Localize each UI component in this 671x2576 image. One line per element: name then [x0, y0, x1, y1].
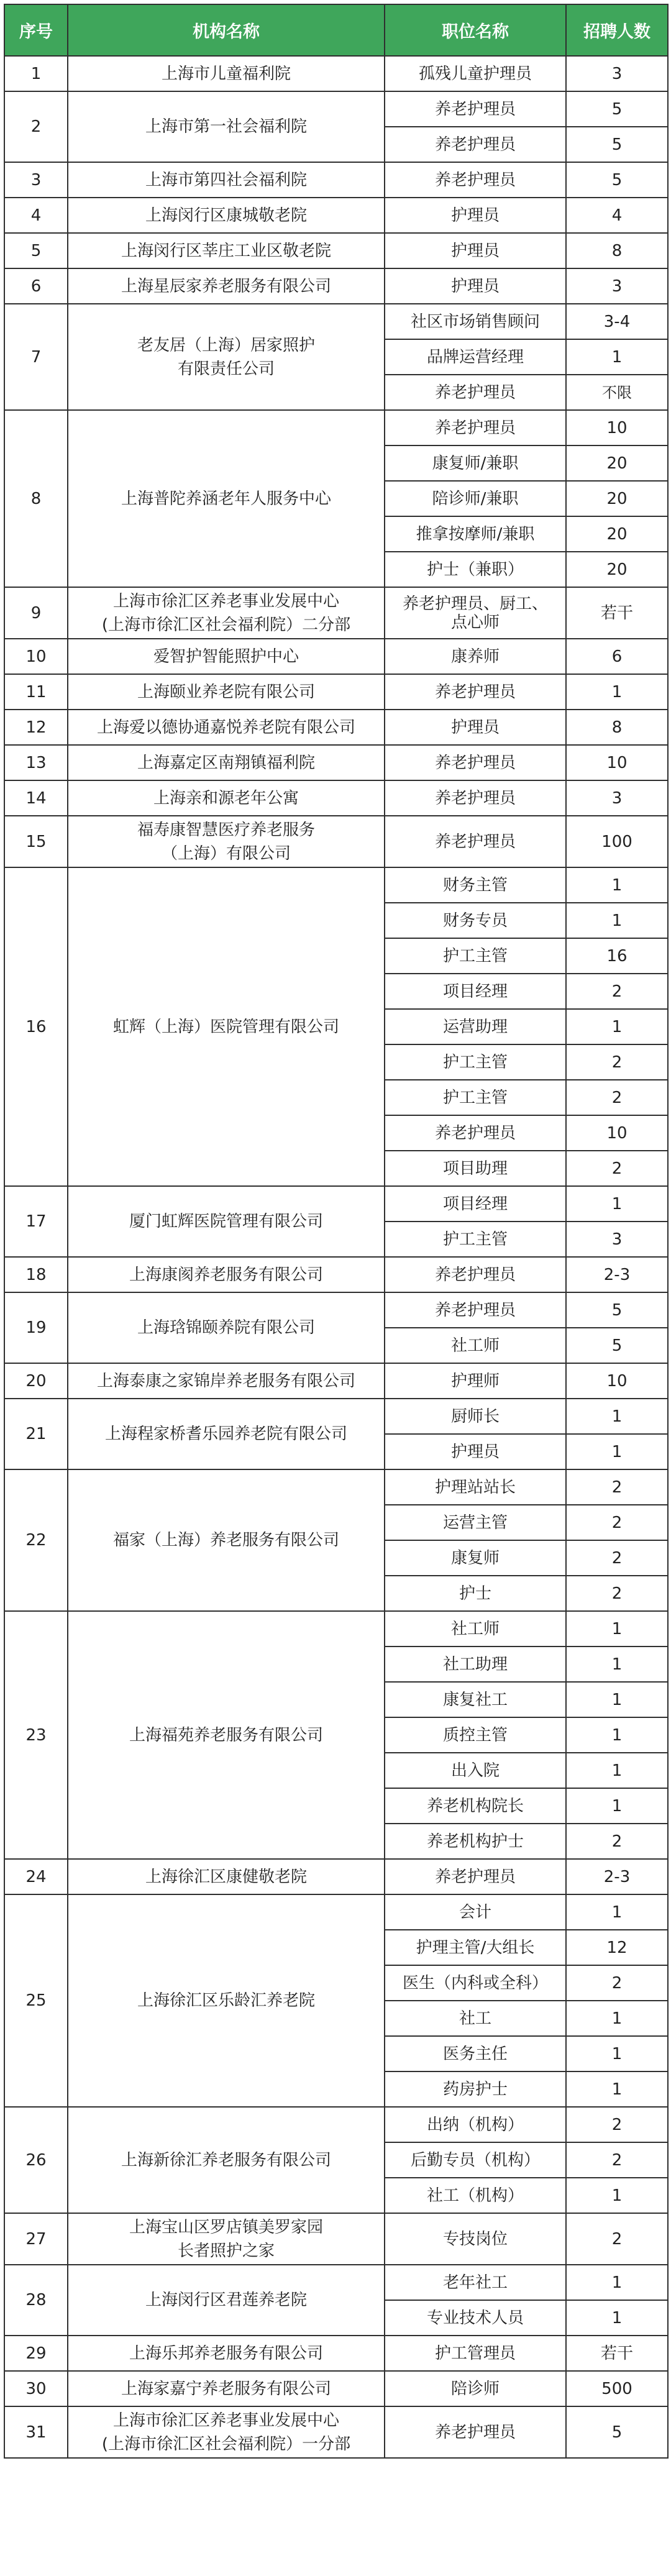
position-name: 养老护理员: [385, 1292, 566, 1328]
row-number: 16: [4, 867, 68, 1186]
hire-count: 1: [566, 903, 668, 938]
hire-count: 12: [566, 1930, 668, 1965]
org-name: 上海泰康之家锦岸养老服务有限公司: [68, 1363, 385, 1399]
table-row: [4, 1257, 668, 1292]
org-name: 爱智护智能照护中心: [68, 639, 385, 674]
org-name: 上海闵行区康城敬老院: [68, 198, 385, 233]
table-row: [4, 2107, 668, 2142]
position-name: 养老机构院长: [385, 1788, 566, 1824]
position-name: 社工师: [385, 1328, 566, 1363]
row-number: 3: [4, 162, 68, 198]
position-name: 专业技术人员: [385, 2300, 566, 2336]
position-name: 康复师: [385, 1540, 566, 1576]
org-name: 厦门虹辉医院管理有限公司: [68, 1186, 385, 1257]
position-name: 养老护理员: [385, 1115, 566, 1151]
table-row: [4, 1399, 668, 1434]
hire-count: 1: [566, 1788, 668, 1824]
org-name: 福寿康智慧医疗养老服务 （上海）有限公司: [68, 816, 385, 867]
hire-count: 5: [566, 91, 668, 127]
position-name: 运营主管: [385, 1505, 566, 1540]
position-name: 护工主管: [385, 1080, 566, 1115]
position-name: 财务专员: [385, 903, 566, 938]
position-name: 护工管理员: [385, 2336, 566, 2371]
hire-count: 2: [566, 974, 668, 1009]
org-name: 上海琀锦颐养院有限公司: [68, 1292, 385, 1363]
hire-count: 1: [566, 1753, 668, 1788]
hire-count: 5: [566, 127, 668, 162]
org-name: 虹辉（上海）医院管理有限公司: [68, 867, 385, 1186]
org-name: 上海市徐汇区养老事业发展中心 (上海市徐汇区社会福利院）一分部: [68, 2406, 385, 2458]
row-number: 19: [4, 1292, 68, 1363]
hire-count: 8: [566, 233, 668, 268]
org-name: 上海徐汇区乐龄汇养老院: [68, 1894, 385, 2107]
recruitment-table: [4, 4, 669, 2459]
table-row: [4, 1859, 668, 1894]
hire-count: 1: [566, 1647, 668, 1682]
row-number: 17: [4, 1186, 68, 1257]
row-number: 28: [4, 2265, 68, 2336]
row-number: 4: [4, 198, 68, 233]
position-name: 护士（兼职）: [385, 552, 566, 587]
position-name: 养老护理员: [385, 2406, 566, 2458]
hire-count: 20: [566, 445, 668, 481]
table-row: [4, 91, 668, 127]
org-name: 上海乐邦养老服务有限公司: [68, 2336, 385, 2371]
row-number: 1: [4, 56, 68, 91]
position-name: 出入院: [385, 1753, 566, 1788]
org-name: 上海嘉定区南翔镇福利院: [68, 745, 385, 780]
position-name: 康养师: [385, 639, 566, 674]
position-name: 护工主管: [385, 938, 566, 974]
hire-count: 3: [566, 268, 668, 304]
hire-count: 1: [566, 339, 668, 375]
position-name: 后勤专员（机构）: [385, 2142, 566, 2178]
hire-count: 500: [566, 2371, 668, 2406]
table-row: [4, 780, 668, 816]
org-name: 上海市徐汇区养老事业发展中心 (上海市徐汇区社会福利院）二分部: [68, 587, 385, 639]
hire-count: 2: [566, 1044, 668, 1080]
position-name: 护理员: [385, 268, 566, 304]
position-name: 养老护理员: [385, 745, 566, 780]
position-name: 质控主管: [385, 1717, 566, 1753]
position-name: 会计: [385, 1894, 566, 1930]
position-name: 护理师: [385, 1363, 566, 1399]
table-row: [4, 745, 668, 780]
table-row: [4, 2336, 668, 2371]
org-name: 上海徐汇区康健敬老院: [68, 1859, 385, 1894]
position-name: 养老机构护士: [385, 1824, 566, 1859]
row-number: 25: [4, 1894, 68, 2107]
table-row: [4, 410, 668, 445]
position-name: 护工主管: [385, 1222, 566, 1257]
position-name: 社工助理: [385, 1647, 566, 1682]
position-name: 社工师: [385, 1611, 566, 1647]
position-name: 孤残儿童护理员: [385, 56, 566, 91]
hire-count: 1: [566, 1717, 668, 1753]
position-name: 护理员: [385, 710, 566, 745]
table-row: [4, 1363, 668, 1399]
hire-count: 4: [566, 198, 668, 233]
hire-count: 2: [566, 2213, 668, 2265]
position-name: 护士: [385, 1576, 566, 1611]
position-name: 养老护理员: [385, 1257, 566, 1292]
header-count: 招聘人数: [566, 4, 668, 56]
hire-count: 20: [566, 552, 668, 587]
position-name: 养老护理员: [385, 816, 566, 867]
org-name: 上海闵行区君莲养老院: [68, 2265, 385, 2336]
hire-count: 2-3: [566, 1859, 668, 1894]
position-name: 财务主管: [385, 867, 566, 903]
position-name: 药房护士: [385, 2071, 566, 2107]
table-row: [4, 1469, 668, 1505]
org-name: 上海市第四社会福利院: [68, 162, 385, 198]
hire-count: 2: [566, 1505, 668, 1540]
hire-count: 1: [566, 2178, 668, 2213]
position-name: 康复社工: [385, 1682, 566, 1717]
table-row: [4, 2213, 668, 2265]
hire-count: 2: [566, 1080, 668, 1115]
hire-count: 若干: [566, 2336, 668, 2371]
position-name: 养老护理员: [385, 674, 566, 710]
position-name: 厨师长: [385, 1399, 566, 1434]
hire-count: 5: [566, 1292, 668, 1328]
hire-count: 2: [566, 1576, 668, 1611]
row-number: 26: [4, 2107, 68, 2213]
row-number: 12: [4, 710, 68, 745]
hire-count: 2: [566, 1540, 668, 1576]
org-name: 上海普陀养涵老年人服务中心: [68, 410, 385, 587]
table-row: [4, 233, 668, 268]
table-row: [4, 1186, 668, 1222]
row-number: 29: [4, 2336, 68, 2371]
hire-count: 1: [566, 1611, 668, 1647]
hire-count: 10: [566, 745, 668, 780]
position-name: 推拿按摩师/兼职: [385, 516, 566, 552]
header-no: 序号: [4, 4, 68, 56]
row-number: 20: [4, 1363, 68, 1399]
position-name: 陪诊师: [385, 2371, 566, 2406]
hire-count: 3: [566, 1222, 668, 1257]
hire-count: 1: [566, 1399, 668, 1434]
position-name: 项目经理: [385, 1186, 566, 1222]
header-org: 机构名称: [68, 4, 385, 56]
position-name: 养老护理员: [385, 410, 566, 445]
hire-count: 1: [566, 1682, 668, 1717]
hire-count: 2: [566, 1965, 668, 2001]
hire-count: 1: [566, 1186, 668, 1222]
table-row: [4, 867, 668, 903]
table-row: [4, 268, 668, 304]
position-name: 陪诊师/兼职: [385, 481, 566, 516]
position-name: 老年社工: [385, 2265, 566, 2300]
row-number: 27: [4, 2213, 68, 2265]
table-body: [4, 56, 668, 2458]
table-row: [4, 304, 668, 339]
hire-count: 6: [566, 639, 668, 674]
hire-count: 1: [566, 2036, 668, 2071]
hire-count: 3: [566, 56, 668, 91]
hire-count: 2: [566, 1469, 668, 1505]
table-row: [4, 816, 668, 867]
org-name: 上海新徐汇养老服务有限公司: [68, 2107, 385, 2213]
position-name: 医生（内科或全科）: [385, 1965, 566, 2001]
row-number: 14: [4, 780, 68, 816]
header-row: [4, 4, 668, 56]
org-name: 上海宝山区罗店镇美罗家园 长者照护之家: [68, 2213, 385, 2265]
org-name: 上海康阂养老服务有限公司: [68, 1257, 385, 1292]
hire-count: 1: [566, 2300, 668, 2336]
org-name: 上海福苑养老服务有限公司: [68, 1611, 385, 1859]
position-name: 养老护理员: [385, 1859, 566, 1894]
position-name: 养老护理员: [385, 375, 566, 410]
org-name: 上海爱以德协通嘉悦养老院有限公司: [68, 710, 385, 745]
hire-count: 1: [566, 1009, 668, 1044]
hire-count: 1: [566, 2001, 668, 2036]
hire-count: 8: [566, 710, 668, 745]
table-row: [4, 674, 668, 710]
row-number: 23: [4, 1611, 68, 1859]
table-row: [4, 2406, 668, 2458]
row-number: 21: [4, 1399, 68, 1469]
hire-count: 3: [566, 780, 668, 816]
table-row: [4, 1894, 668, 1930]
position-name: 护理员: [385, 233, 566, 268]
hire-count: 不限: [566, 375, 668, 410]
position-name: 社区市场销售顾问: [385, 304, 566, 339]
table-row: [4, 1611, 668, 1647]
hire-count: 5: [566, 2406, 668, 2458]
row-number: 22: [4, 1469, 68, 1611]
table-row: [4, 56, 668, 91]
org-name: 上海市儿童福利院: [68, 56, 385, 91]
row-number: 30: [4, 2371, 68, 2406]
row-number: 2: [4, 91, 68, 162]
row-number: 8: [4, 410, 68, 587]
hire-count: 100: [566, 816, 668, 867]
hire-count: 1: [566, 1894, 668, 1930]
org-name: 上海颐业养老院有限公司: [68, 674, 385, 710]
table-row: [4, 710, 668, 745]
position-name: 养老护理员: [385, 91, 566, 127]
table-row: [4, 198, 668, 233]
hire-count: 10: [566, 1115, 668, 1151]
position-name: 养老护理员: [385, 162, 566, 198]
table-row: [4, 587, 668, 639]
row-number: 7: [4, 304, 68, 410]
hire-count: 2: [566, 2142, 668, 2178]
position-name: 养老护理员: [385, 780, 566, 816]
hire-count: 1: [566, 674, 668, 710]
row-number: 18: [4, 1257, 68, 1292]
hire-count: 1: [566, 2071, 668, 2107]
hire-count: 20: [566, 516, 668, 552]
row-number: 9: [4, 587, 68, 639]
position-name: 社工: [385, 2001, 566, 2036]
table-row: [4, 1292, 668, 1328]
hire-count: 5: [566, 162, 668, 198]
hire-count: 3-4: [566, 304, 668, 339]
hire-count: 10: [566, 1363, 668, 1399]
position-name: 项目经理: [385, 974, 566, 1009]
hire-count: 2: [566, 1151, 668, 1186]
row-number: 6: [4, 268, 68, 304]
hire-count: 1: [566, 867, 668, 903]
hire-count: 16: [566, 938, 668, 974]
hire-count: 2-3: [566, 1257, 668, 1292]
position-name: 护理员: [385, 1434, 566, 1469]
position-name: 项目助理: [385, 1151, 566, 1186]
org-name: 上海亲和源老年公寓: [68, 780, 385, 816]
org-name: 上海程家桥耆乐园养老院有限公司: [68, 1399, 385, 1469]
position-name: 康复师/兼职: [385, 445, 566, 481]
position-name: 护理站站长: [385, 1469, 566, 1505]
org-name: 上海家嘉宁养老服务有限公司: [68, 2371, 385, 2406]
row-number: 31: [4, 2406, 68, 2458]
org-name: 福家（上海）养老服务有限公司: [68, 1469, 385, 1611]
org-name: 老友居（上海）居家照护 有限责任公司: [68, 304, 385, 410]
table-row: [4, 162, 668, 198]
hire-count: 2: [566, 1824, 668, 1859]
row-number: 24: [4, 1859, 68, 1894]
position-name: 护理主管/大组长: [385, 1930, 566, 1965]
position-name: 护理员: [385, 198, 566, 233]
org-name: 上海闵行区莘庄工业区敬老院: [68, 233, 385, 268]
hire-count: 5: [566, 1328, 668, 1363]
position-name: 养老护理员: [385, 127, 566, 162]
row-number: 10: [4, 639, 68, 674]
hire-count: 1: [566, 1434, 668, 1469]
position-name: 品牌运营经理: [385, 339, 566, 375]
table-row: [4, 639, 668, 674]
position-name: 运营助理: [385, 1009, 566, 1044]
position-name: 社工（机构）: [385, 2178, 566, 2213]
position-name: 护工主管: [385, 1044, 566, 1080]
org-name: 上海星辰家养老服务有限公司: [68, 268, 385, 304]
hire-count: 2: [566, 2107, 668, 2142]
org-name: 上海市第一社会福利院: [68, 91, 385, 162]
hire-count: 若干: [566, 587, 668, 639]
position-name: 养老护理员、厨工、 点心师: [385, 587, 566, 639]
hire-count: 20: [566, 481, 668, 516]
position-name: 出纳（机构）: [385, 2107, 566, 2142]
table-row: [4, 2265, 668, 2300]
header-position: 职位名称: [385, 4, 566, 56]
row-number: 13: [4, 745, 68, 780]
position-name: 医务主任: [385, 2036, 566, 2071]
table-row: [4, 2371, 668, 2406]
row-number: 5: [4, 233, 68, 268]
hire-count: 10: [566, 410, 668, 445]
position-name: 专技岗位: [385, 2213, 566, 2265]
row-number: 15: [4, 816, 68, 867]
hire-count: 1: [566, 2265, 668, 2300]
row-number: 11: [4, 674, 68, 710]
